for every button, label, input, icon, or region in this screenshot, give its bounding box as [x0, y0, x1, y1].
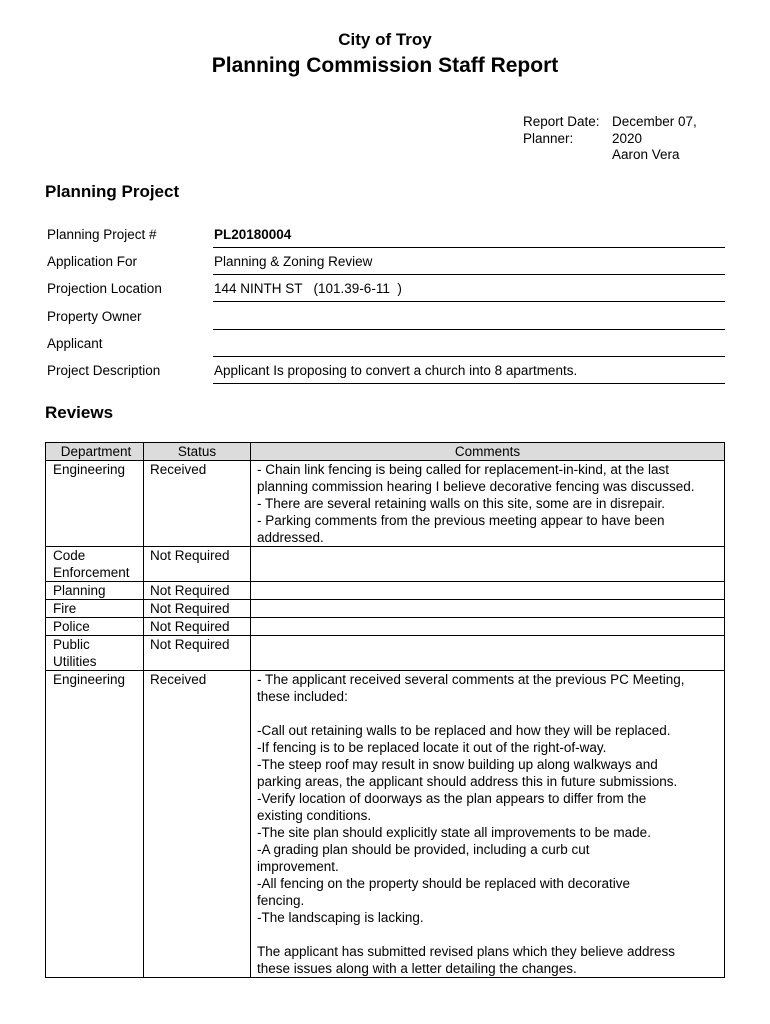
comment-bullet: -The steep roof may result in snow building up along walkways and: [257, 757, 658, 772]
comment-line: these included:: [257, 689, 348, 704]
table-row: [46, 547, 725, 582]
column-header-comments: Comments: [251, 443, 725, 461]
project-row: [45, 275, 725, 302]
project-row: [45, 330, 725, 357]
comments-cell: [251, 671, 725, 978]
table-row: [46, 618, 725, 636]
comment-line: addressed.: [257, 530, 324, 545]
comment-line: - Parking comments from the previous meeting appear to have been: [257, 513, 665, 528]
comment-bullet: -The landscaping is lacking.: [257, 910, 424, 925]
report-header: [0, 30, 770, 80]
department-cell: Planning: [46, 582, 144, 600]
location-value: 144 NINTH ST (101.39-6-11 ): [214, 281, 402, 297]
reviews-header-row: [46, 443, 725, 461]
comment-bullet: -Call out retaining walls to be replaced and how they will be replaced.: [257, 723, 671, 738]
report-date-value: December 07,: [612, 114, 697, 129]
status-cell: Not Required: [144, 618, 251, 636]
comments-cell: [251, 582, 725, 600]
planning-project-heading: Planning Project: [45, 182, 180, 201]
project-row: [45, 357, 725, 384]
project-number-value: PL20180004: [214, 227, 292, 242]
comment-bullet-cont: parking areas, the applicant should address this in future submissions.: [257, 774, 678, 789]
comment-bullet: -The site plan should explicitly state all improvements to be made.: [257, 825, 651, 840]
comments-cell: [251, 461, 725, 547]
department-cell: Engineering: [46, 461, 144, 547]
table-row: [46, 461, 725, 547]
comment-bullet-cont: fencing.: [257, 893, 305, 908]
department-cell: Code Enforcement: [46, 547, 144, 582]
status-cell: Received: [144, 671, 251, 978]
planner-value: Aaron Vera: [612, 147, 680, 162]
project-field-label: Projection Location: [47, 281, 162, 297]
table-row: [46, 671, 725, 978]
project-field-label: Project Description: [47, 362, 161, 378]
reviews-heading: Reviews: [45, 403, 114, 422]
department-cell: Public Utilities: [46, 636, 144, 671]
comment-line: planning commission hearing I believe decorative fencing was discussed.: [257, 479, 695, 494]
status-cell: Not Required: [144, 600, 251, 618]
comment-bullet: -If fencing is to be replaced locate it out of the right-of-way.: [257, 740, 607, 755]
project-field-label: Application For: [47, 254, 138, 270]
project-field-label: Planning Project #: [47, 227, 157, 242]
project-field-label: Property Owner: [47, 308, 142, 324]
department-cell: Fire: [46, 600, 144, 618]
department-cell: Engineering: [46, 671, 144, 978]
status-cell: Received: [144, 461, 251, 547]
comment-bullet-cont: existing conditions.: [257, 808, 372, 823]
project-row: [45, 303, 725, 330]
comment-line: - The applicant received several comments at the previous PC Meeting,: [257, 672, 685, 687]
city-name: City of Troy: [338, 30, 432, 49]
project-description-value: Applicant Is proposing to convert a church into 8 apartments.: [214, 362, 578, 378]
planning-project-table: [45, 221, 725, 384]
application-for-value: Planning & Zoning Review: [214, 254, 373, 270]
status-cell: Not Required: [144, 547, 251, 582]
comment-line: these issues along with a letter detailing the changes.: [257, 961, 577, 976]
project-field-label: Applicant: [47, 335, 103, 351]
status-cell: Not Required: [144, 582, 251, 600]
project-row: [45, 221, 725, 248]
comment-bullet: -All fencing on the property should be replaced with decorative: [257, 876, 630, 891]
comments-cell: [251, 618, 725, 636]
comment-line: The applicant has submitted revised plans which they believe address: [257, 944, 675, 959]
comments-cell: [251, 600, 725, 618]
report-title: Planning Commission Staff Report: [211, 54, 559, 77]
column-header-department: Department: [46, 443, 144, 461]
comment-bullet: -Verify location of doorways as the plan appears to differ from the: [257, 791, 647, 806]
comment-bullet: -A grading plan should be provided, including a curb cut: [257, 842, 590, 857]
comments-cell: [251, 636, 725, 671]
department-cell: Police: [46, 618, 144, 636]
table-row: [46, 600, 725, 618]
report-date-label: Report Date:: [523, 114, 600, 129]
report-date-year: 2020: [612, 130, 643, 146]
comment-bullet-cont: improvement.: [257, 859, 339, 874]
planner-label: Planner:: [523, 130, 574, 146]
table-row: [46, 582, 725, 600]
comment-line: - There are several retaining walls on this site, some are in disrepair.: [257, 496, 665, 511]
comment-line: - Chain link fencing is being called for replacement-in-kind, at the last: [257, 462, 669, 477]
comments-cell: [251, 547, 725, 582]
project-row: [45, 248, 725, 275]
status-cell: Not Required: [144, 636, 251, 671]
column-header-status: Status: [144, 443, 251, 461]
table-row: [46, 636, 725, 671]
reviews-table: [45, 442, 725, 978]
